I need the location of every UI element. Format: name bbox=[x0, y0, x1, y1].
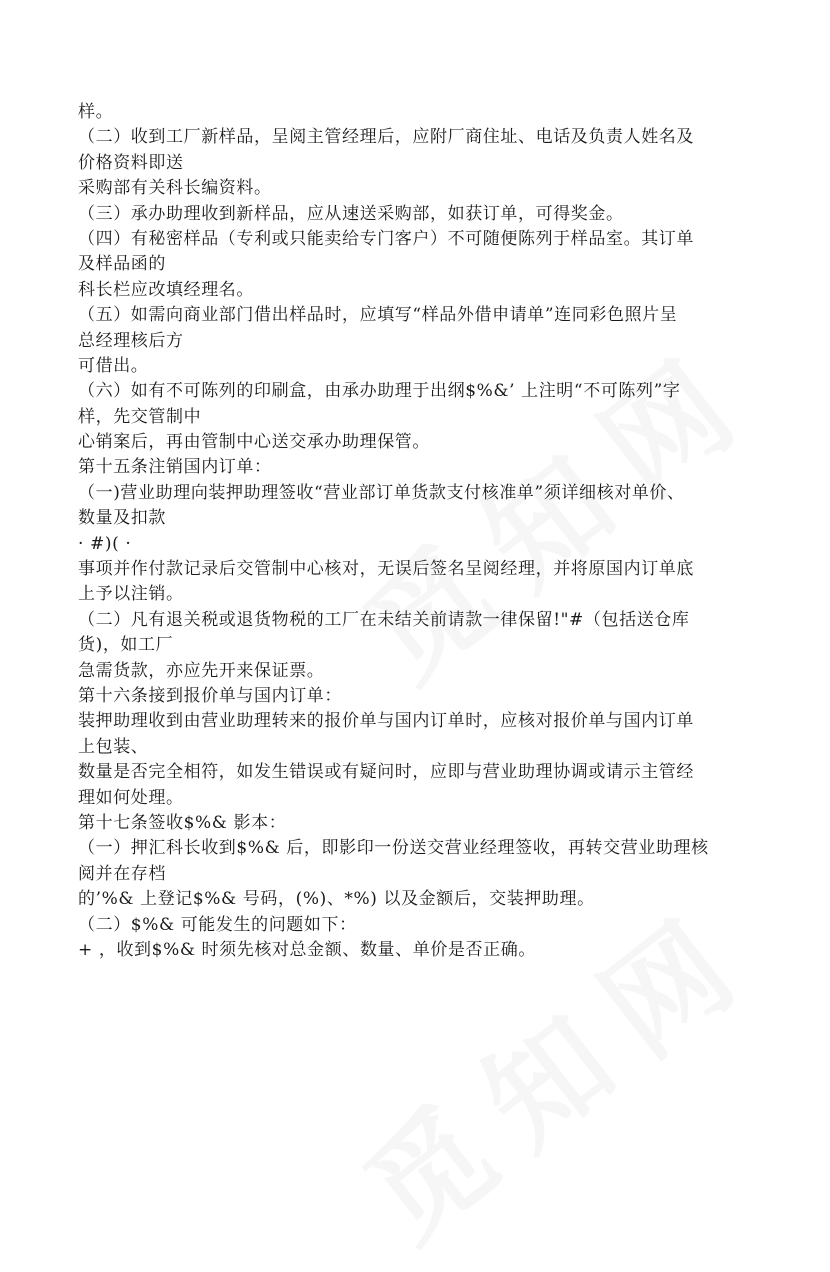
text-line: 可借出。 bbox=[78, 355, 149, 376]
text-line: 上包装、 bbox=[78, 736, 149, 757]
article-heading: 第十七条签收$%& 影本： bbox=[78, 812, 287, 833]
text-line: 样。 bbox=[78, 102, 114, 122]
article-heading: 第十五条注销国内订单： bbox=[78, 457, 272, 478]
text-line: （一)营业助理向装押助理签收“营业部订单货款支付核准单”须详细核对单价、 bbox=[78, 482, 685, 503]
text-line: 急需货款，亦应先开来保证票。 bbox=[78, 660, 325, 681]
document-body bbox=[78, 100, 754, 963]
text-line: 事项并作付款记录后交管制中心核对，无误后签名呈阅经理，并将原国内订单底 bbox=[78, 559, 694, 580]
text-line: 数量及扣款 bbox=[78, 508, 166, 529]
text-line: 价格资料即送 bbox=[78, 152, 184, 173]
text-line: 数量是否完全相符，如发生错误或有疑问时，应即与营业助理协调或请示主管经 bbox=[78, 762, 694, 783]
text-line: 货)，如工厂 bbox=[78, 635, 174, 656]
text-line: （三）承办助理收到新样品，应从速送采购部，如获订单，可得奖金。 bbox=[78, 203, 624, 224]
text-line: （二）$%& 可能发生的问题如下： bbox=[78, 914, 357, 935]
text-line: 上予以注销。 bbox=[78, 584, 184, 605]
text-line: （二）收到工厂新样品，呈阅主管经理后，应附厂商住址、电话及负责人姓名及 bbox=[78, 127, 694, 148]
text-line: （四）有秘密样品（专利或只能卖给专门客户）不可随便陈列于样品室。其订单 bbox=[78, 228, 694, 249]
text-line: 的’%& 上登记$%& 号码，(%)、*%) 以及金额后，交装押助理。 bbox=[78, 889, 595, 910]
text-line: + ，收到$%& 时须先核对总金额、数量、单价是否正确。 bbox=[78, 939, 536, 960]
text-line: 及样品函的 bbox=[78, 254, 166, 275]
text-line: 心销案后，再由管制中心送交承办助理保管。 bbox=[78, 432, 430, 453]
text-line: 科长栏应改填经理名。 bbox=[78, 279, 254, 300]
text-line: 理如何处理。 bbox=[78, 787, 184, 808]
text-line: 采购部有关科长编资料。 bbox=[78, 178, 272, 199]
article-heading: 第十六条接到报价单与国内订单： bbox=[78, 685, 342, 706]
text-line: （一）押汇科长收到$%& 后，即影印一份送交营业经理签收，再转交营业助理核 bbox=[78, 838, 709, 859]
text-line: （五）如需向商业部门借出样品时，应填写“样品外借申请单”连同彩色照片呈 bbox=[78, 305, 678, 326]
text-line: 样，先交管制中 bbox=[78, 406, 202, 427]
text-line: （二）凡有退关税或退货物税的工厂在未结关前请款一律保留!"#（包括送仓库 bbox=[78, 609, 690, 630]
text-line: 阅并在存档 bbox=[78, 863, 166, 884]
text-line: · #)( · bbox=[78, 533, 132, 554]
text-line: 装押助理收到由营业助理转来的报价单与国内订单时，应核对报价单与国内订单 bbox=[78, 711, 694, 732]
text-line: （六）如有不可陈列的印刷盒，由承办助理于出纲$%&’ 上注明“不可陈列”字 bbox=[78, 381, 681, 402]
text-line: 总经理核后方 bbox=[78, 330, 184, 351]
